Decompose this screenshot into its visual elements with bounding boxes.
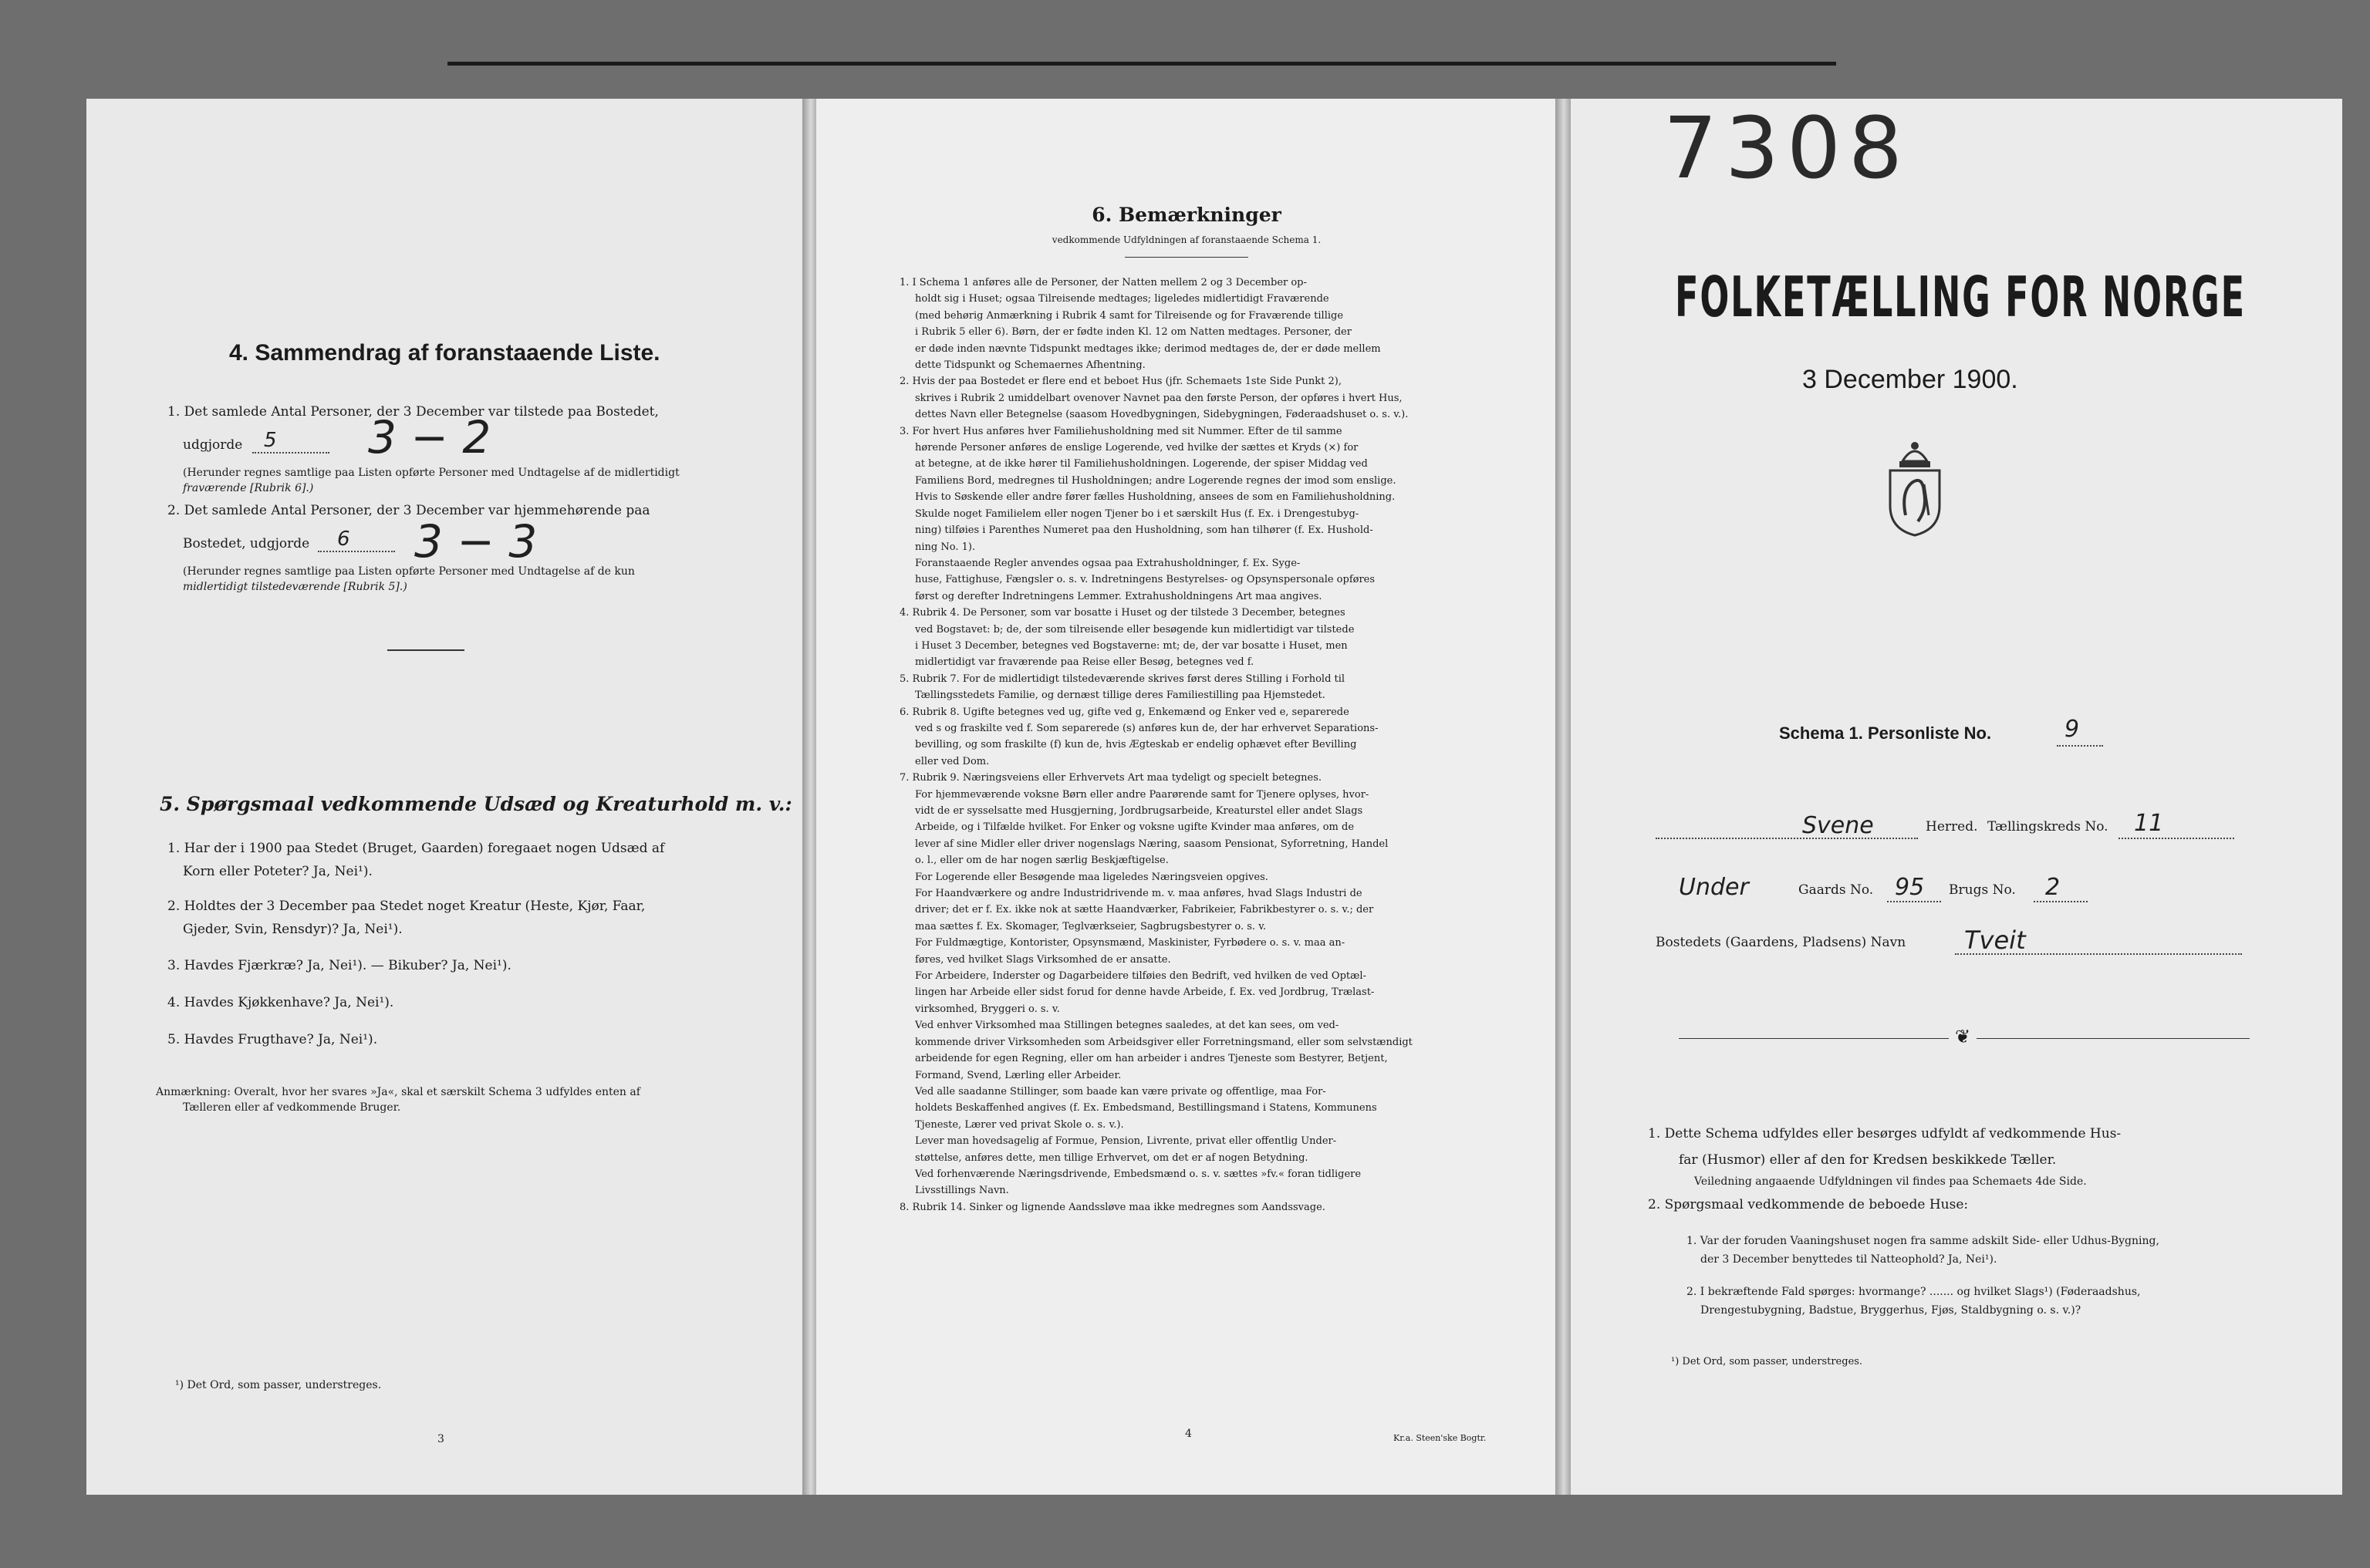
remark-line: o. l., eller om de har nogen særlig Beskjæftigelse. (915, 855, 1169, 867)
gaard-number: 95 (1895, 874, 1925, 901)
remark-line: Livsstillings Navn. (915, 1185, 1009, 1197)
remark-line: er døde inden nævnte Tidspunkt medtages ikke; derimod medtages de, der er døde mellem (915, 342, 1381, 355)
remark-line: For Haandværkere og andre Industridrivende m. v. maa anføres, hvad Slags Industri de (915, 888, 1362, 900)
instruction1-line1: 1. Dette Schema udfyldes eller besørges udfyldt af vedkommende Hus- (1648, 1126, 2122, 1141)
remark-line: 7. Rubrik 9. Næringsveiens eller Erhvervets Art maa tydeligt og specielt betegnes. (900, 772, 1322, 784)
remark-line: vidt de er sysselsatte med Husgjerning, Jordbrugsarbeide, Kreaturstel eller andet Slags (915, 805, 1363, 817)
q1-line1: 1. Har der i 1900 paa Stedet (Bruget, Gaarden) foregaaet nogen Udsæd af (167, 841, 665, 856)
remark-line: driver; det er f. Ex. ikke nok at sætte Haandværker, Fabrikeier, Fabrikbestyrer o. s. v.; der (915, 904, 1374, 916)
remark-line: 2. Hvis der paa Bostedet er flere end et beboet Hus (jfr. Schemaets 1ste Side Punkt 2), (900, 376, 1342, 388)
item2-dots (318, 551, 395, 552)
remark-line: huse, Fattighuse, Fængsler o. s. v. Indretningens Bestyrelses- og Opsynspersonale opføres (915, 574, 1376, 586)
herred-name: Svene (1802, 812, 1874, 839)
item1-note-line2: fraværende [Rubrik 6].) (183, 482, 314, 494)
instruction2-q2-line2: Drengestubygning, Badstue, Bryggerhus, Fjøs, Staldbygning o. s. v.)? (1700, 1304, 2081, 1317)
remark-line: holdt sig i Huset; ogsaa Tilreisende medtages; ligeledes midlertidigt Fraværende (915, 293, 1329, 305)
page-summary (86, 99, 813, 1495)
remark-line2: Tælleren eller af vedkommende Bruger. (183, 1101, 401, 1114)
archive-number: 7308 (1663, 99, 1910, 197)
remark-line: lever af sine Midler eller driver nogenslags Næring, saasom Pensionat, Syforretning, Handel (915, 838, 1389, 850)
footnote: ¹) Det Ord, som passer, understreges. (175, 1379, 382, 1391)
q2-line1: 2. Holdtes der 3 December paa Stedet noget Kreatur (Heste, Kjør, Faar, (167, 899, 646, 914)
schema-label: Schema 1. Personliste No. (1779, 723, 1992, 743)
remark-line: 1. I Schema 1 anføres alle de Personer, der Natten mellem 2 og 3 December op- (900, 277, 1307, 288)
remark-line: at betegne, at de ikke hører til Familiehusholdningen. Logerende, der spiser Middag ved (915, 458, 1368, 470)
remark-line: først og derefter Indretningens Lemmer. Extrahusholdningens Art maa angives. (915, 590, 1322, 602)
page-cover (1571, 99, 2342, 1495)
remark-line: i Huset 3 December, betegnes ved Bogstaverne: mt; de, der var bosatte i Huset, men (915, 639, 1348, 652)
separator-rule (387, 649, 464, 651)
remark-line1: Anmærkning: Overalt, hvor her svares »Ja«, skal et særskilt Schema 3 udfyldes enten af (156, 1086, 640, 1098)
item1-value: 5 (264, 429, 277, 452)
remark-line: Lever man hovedsagelig af Formue, Pension, Livrente, privat eller offentlig Under- (915, 1135, 1337, 1148)
remark-line: (med behørig Anmærkning i Rubrik 4 samt for Tilreisende og for Fraværende tillige (915, 309, 1344, 322)
remark-line: For Fuldmægtige, Kontorister, Opsynsmænd, Maskinister, Fyrbødere o. s. v. maa an- (915, 937, 1345, 949)
q4-line: 4. Havdes Kjøkkenhave? Ja, Nei¹). (167, 995, 394, 1010)
remark-line: holdets Beskaffenhed angives (f. Ex. Embedsmand, Bestillingsmand i Statens, Kommunens (915, 1102, 1377, 1114)
remark-line: Ved enhver Virksomhed maa Stillingen betegnes saaledes, at det kan sees, om ved- (915, 1020, 1339, 1032)
remark-line: midlertidigt var fraværende paa Reise eller Besøg, betegnes ved f. (915, 656, 1254, 669)
page-number: 4 (1185, 1428, 1192, 1440)
item2-value: 6 (337, 528, 350, 551)
remark-line: For hjemmeværende voksne Børn eller andre Paarørende samt for Tjenere oplyses, hvor- (915, 788, 1369, 801)
instruction1-line2: far (Husmor) eller af den for Kredsen beskikkede Tæller. (1679, 1152, 2057, 1168)
remark-line: Ved forhenværende Næringsdrivende, Embedsmænd o. s. v. sættes »fv.« foran tidligere (915, 1168, 1362, 1180)
item1-line2: udgjorde (183, 437, 243, 453)
remark-line: 3. For hvert Hus anføres hver Familiehusholdning med sit Nummer. Efter de til samme (900, 425, 1342, 437)
section5-title: 5. Spørgsmaal vedkommende Udsæd og Kreaturhold m. v.: (160, 793, 792, 815)
gaard-prefix: Under (1679, 874, 1749, 901)
q1-line2: Korn eller Poteter? Ja, Nei¹). (183, 864, 373, 879)
personliste-number: 9 (2064, 716, 2080, 743)
remark-line: i Rubrik 5 eller 6). Børn, der er fødte inden Kl. 12 om Natten medtages. Personer, der (915, 326, 1352, 339)
remark-line: Familiens Bord, medregnes til Husholdningen; andre Logerende regnes der imod som enslige. (915, 474, 1396, 487)
remark-line: skrives i Rubrik 2 umiddelbart ovenover Navnet paa den første Person, der opføres i hvert Hus, (915, 392, 1403, 404)
remark-line: Hvis to Søskende eller andre fører fælles Husholdning, ansees de som en Familiehusholdning. (915, 491, 1396, 504)
q2-line2: Gjeder, Svin, Rensdyr)? Ja, Nei¹). (183, 922, 403, 937)
coat-of-arms-icon (1879, 438, 1950, 538)
item1-note-line1: (Herunder regnes samtlige paa Listen opførte Personer med Undtagelse af de midlertidigt (183, 467, 680, 479)
remark-line: Tjeneste, Lærer ved privat Skole o. s. v.). (915, 1118, 1124, 1131)
remarks-text (900, 275, 1494, 1216)
remark-line: hørende Personer anføres de enslige Logerende, ved hvilke der sættes et Kryds (×) for (915, 442, 1359, 454)
remarks-title: 6. Bemærkninger (1092, 204, 1281, 226)
instruction1-note: Veiledning angaaende Udfyldningen vil findes paa Schemaets 4de Side. (1694, 1175, 2087, 1188)
krets-number: 11 (2134, 810, 2164, 837)
instruction2-q1-line1: 1. Var der foruden Vaaningshuset nogen fra samme adskilt Side- eller Udhus-Bygning, (1686, 1235, 2159, 1247)
remark-line: Formand, Svend, Lærling eller Arbeider. (915, 1069, 1122, 1081)
item1-handwritten: 3 − 2 (368, 411, 491, 464)
remarks-subtitle: vedkommende Udfyldningen af foranstaaende Schema 1. (1052, 234, 1322, 245)
remark-line: eller ved Dom. (915, 755, 990, 767)
remark-line: Tællingsstedets Familie, og dernæst tillige deres Familiestilling paa Hjemstedet. (915, 690, 1325, 702)
bosted-name: Tveit (1964, 926, 2026, 955)
footnote: ¹) Det Ord, som passer, understreges. (1671, 1356, 1863, 1367)
item1-dots (252, 452, 329, 454)
printer-mark: Kr.a. Steen'ske Bogtr. (1393, 1433, 1487, 1443)
item1-line1: 1. Det samlede Antal Personer, der 3 December var tilstede paa Bostedet, (167, 404, 659, 420)
remark-line: 8. Rubrik 14. Sinker og lignende Aandssløve maa ikke medregnes som Aandssvage. (900, 1201, 1325, 1213)
item2-handwritten: 3 − 3 (414, 515, 538, 568)
remark-line: arbeidende for egen Regning, eller om han arbeider i andres Tjeneste som Bestyrer, Betjent, (915, 1053, 1388, 1065)
gaard-label: Gaards No. (1798, 882, 1874, 898)
remark-line: 5. Rubrik 7. For de midlertidigt tilstedeværende skrives først deres Stilling i Forhold til (900, 673, 1345, 685)
remark-line: maa sættes f. Ex. Skomager, Teglværkseier, Sagbrugsbestyrer o. s. v. (915, 920, 1267, 932)
remark-line: dette Tidspunkt og Schemaernes Afhentning. (915, 359, 1146, 372)
remark-line: ning) tilføies i Parenthes Numeret paa den Husholdning, som han tilhører (f. Ex. Hushold- (915, 524, 1373, 537)
krets-dots (2118, 838, 2234, 839)
instruction2-q2-line1: 2. I bekræftende Fald spørges: hvormange? ....... og hvilket Slags¹) (Føderaadshus, (1686, 1286, 2141, 1298)
remark-line: lingen har Arbeide eller sidst forud for denne havde Arbeide, f. Ex. ved Jordbrug, Trælast- (915, 986, 1375, 999)
item2-note-line2: midlertidigt tilstedeværende [Rubrik 5].) (183, 581, 407, 593)
q5-line: 5. Havdes Frugthave? Ja, Nei¹). (167, 1032, 378, 1047)
instruction2: 2. Spørgsmaal vedkommende de beboede Huse: (1648, 1197, 1969, 1212)
page-remarks (816, 99, 1557, 1495)
krets-label: Tællingskreds No. (1987, 819, 2108, 835)
brugs-label: Brugs No. (1949, 882, 2016, 898)
remarks-rule (1125, 257, 1248, 258)
date-line: 3 December 1900. (1802, 365, 2018, 394)
ornament-icon: ❦ (1949, 1026, 1977, 1047)
top-edge-line (447, 62, 1836, 66)
remark-line: 4. Rubrik 4. De Personer, som var bosatte i Huset og der tilstede 3 December, betegnes (900, 607, 1345, 619)
remark-line: Foranstaaende Regler anvendes ogsaa paa Extrahusholdninger, f. Ex. Syge- (915, 557, 1301, 569)
item2-line1: 2. Det samlede Antal Personer, der 3 December var hjemmehørende paa (167, 503, 650, 518)
remark-line: føres, ved hvilket Slags Virksomhed de er ansatte. (915, 953, 1171, 966)
remark-line: støttelse, anføres dette, men tillige Erhvervet, om det er af nogen Betydning. (915, 1152, 1308, 1164)
remark-line: bevilling, og som fraskilte (f) kun de, hvis Ægteskab er endelig ophævet efter Bevilling (915, 739, 1357, 751)
remark-line: ning No. 1). (915, 541, 976, 553)
personliste-dots (2057, 745, 2103, 747)
remark-line: virksomhed, Bryggeri o. s. v. (915, 1003, 1060, 1015)
instruction2-q1-line2: der 3 December benyttedes til Natteophold? Ja, Nei¹). (1700, 1253, 1997, 1266)
q3-line: 3. Havdes Fjærkræ? Ja, Nei¹). — Bikuber? Ja, Nei¹). (167, 958, 511, 973)
herred-label: Herred. (1926, 819, 1978, 835)
item2-note-line1: (Herunder regnes samtlige paa Listen opførte Personer med Undtagelse af de kun (183, 565, 635, 578)
remark-line: Skulde noget Familielem eller nogen Tjener bo i et særskilt Hus (f. Ex. i Drengestubyg- (915, 507, 1359, 520)
brugs-dots (2034, 901, 2088, 902)
remark-line: dettes Navn eller Betegnelse (saasom Hovedbygningen, Sidebygningen, Føderaadshuset o. s. v.). (915, 409, 1409, 421)
bosted-label: Bostedets (Gaardens, Pladsens) Navn (1656, 935, 1906, 950)
main-title: FOLKETÆLLING FOR NORGE (1675, 265, 2246, 329)
remark-line: For Logerende eller Besøgende maa ligeledes Næringsveien opgives. (915, 871, 1268, 883)
brugs-number: 2 (2045, 874, 2061, 901)
herred-dots (1656, 838, 1918, 839)
remark-line: kommende driver Virksomheden som Arbeidsgiver eller Forretningsmand, eller som selvstændigt (915, 1036, 1413, 1048)
remark-line: Arbeide, og i Tilfælde hvilket. For Enker og voksne ugifte Kvinder maa anføres, om de (915, 821, 1355, 834)
page-number: 3 (437, 1433, 444, 1445)
page-fold-right (1555, 99, 1572, 1495)
remark-line: Ved alle saadanne Stillinger, som baade kan være private og offentlige, maa For- (915, 1085, 1326, 1098)
section4-title: 4. Sammendrag af foranstaaende Liste. (229, 340, 660, 366)
remark-line: 6. Rubrik 8. Ugifte betegnes ved ug, gifte ved g, Enkemænd og Enker ved e, separerede (900, 706, 1349, 718)
item2-line2: Bostedet, udgjorde (183, 536, 310, 551)
remark-line: For Arbeidere, Inderster og Dagarbeidere tilføies den Bedrift, ved hvilken de ved Optæl- (915, 970, 1366, 983)
remark-line: ved s og fraskilte ved f. Som separerede (s) anføres kun de, der har erhvervet Separations- (915, 722, 1379, 734)
remark-line: ved Bogstavet: b; de, der som tilreisende eller besøgende kun midlertidigt var tilstede (915, 623, 1355, 636)
gaard-dots (1887, 901, 1941, 902)
